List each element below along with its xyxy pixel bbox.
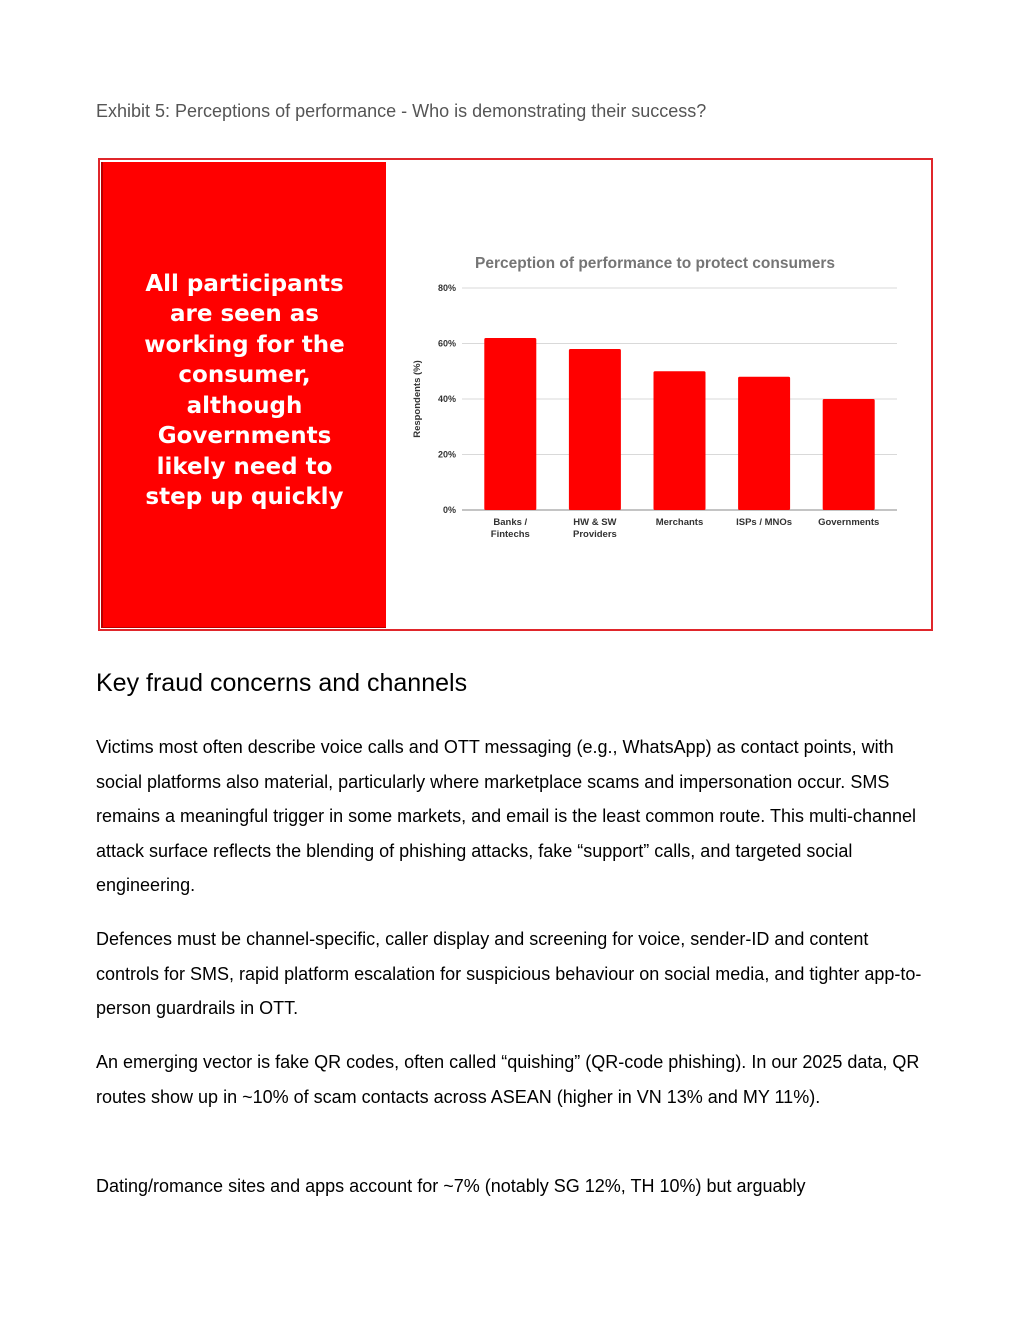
paragraph-4: Dating/romance sites and apps account for ~7% (notably SG 12%, TH 10%) but arguably — [96, 1176, 806, 1196]
x-tick-label: Governments — [818, 517, 880, 528]
y-tick-label: 60% — [437, 338, 456, 349]
bar — [823, 399, 875, 510]
x-tick-label: Fintechs — [490, 529, 530, 540]
paragraph-1: Victims most often describe voice calls and OTT messaging (e.g., WhatsApp) as contact points, with social platforms also material, particularly where marketplace scams and impersonation occur. SMS remains a meaningful trigger in some markets, and email is the least common route. This multi-channel attack surface reflects the blending of phishing attacks, fake “support” calls, and targeted social engineering. — [96, 737, 917, 895]
x-tick-label: ISPs / MNOs — [736, 517, 793, 528]
bar — [654, 371, 706, 510]
y-tick-label: 20% — [437, 449, 456, 460]
y-tick-label: 0% — [442, 505, 456, 515]
bar-chart — [100, 160, 931, 629]
exhibit-caption: Exhibit 5: Perceptions of performance - Who is demonstrating their success? — [96, 101, 707, 121]
y-tick-label: 80% — [437, 283, 456, 293]
x-tick-label: Banks / — [493, 517, 528, 528]
chart-title: Perception of performance to protect consumers — [474, 255, 836, 272]
section-heading: Key fraud concerns and channels — [96, 669, 468, 697]
paragraph-3: An emerging vector is fake QR codes, often called “quishing” (QR-code phishing). In our 2025 data, QR routes show up in ~10% of scam contacts across ASEAN (higher in VN 13% and MY 11%). — [96, 1052, 920, 1107]
bar — [484, 338, 536, 510]
exhibit-figure — [98, 158, 933, 631]
paragraph-2: Defences must be channel-specific, caller display and screening for voice, sender-ID and content controls for SMS, rapid platform escalation for suspicious behaviour on social media, and tighter app-to-person guardrails in OTT. — [96, 929, 922, 1018]
x-tick-label: HW & SW — [573, 517, 617, 528]
bar — [569, 349, 621, 510]
bar — [738, 377, 790, 510]
x-tick-label: Providers — [572, 529, 617, 540]
callout-text: All participants are seen as working for the consumer, although Governments likely need to step up quickly — [144, 270, 345, 510]
y-tick-label: 40% — [437, 394, 456, 404]
x-tick-label: Merchants — [655, 517, 704, 528]
y-axis-label: Respondents (%) — [412, 360, 423, 438]
